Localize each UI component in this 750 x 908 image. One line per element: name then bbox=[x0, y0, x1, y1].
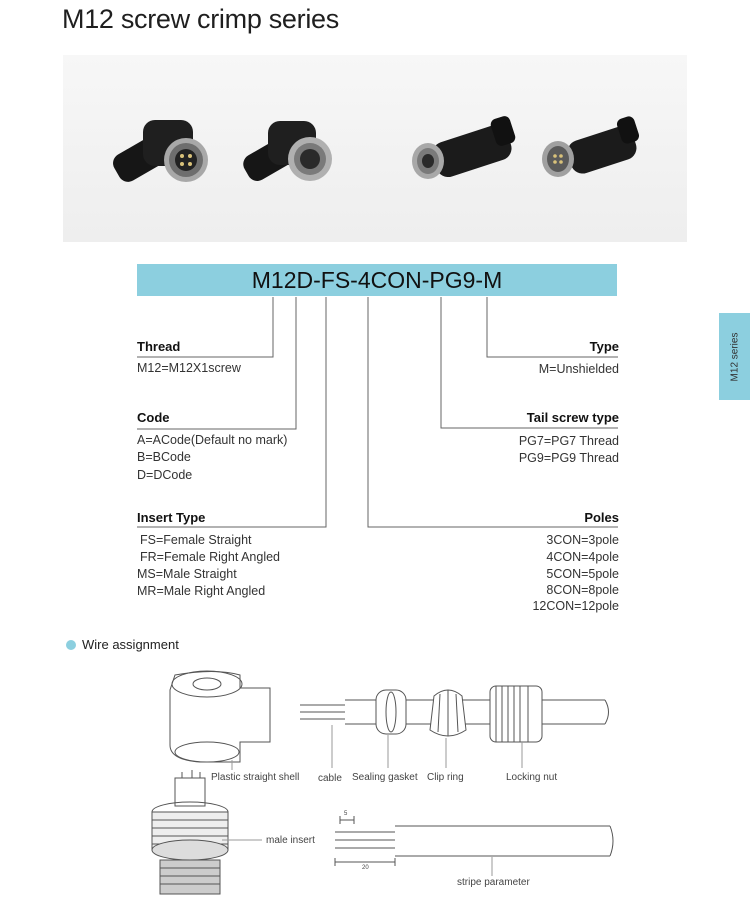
thread-line-1: M12=M12X1screw bbox=[137, 361, 241, 375]
type-heading: Type bbox=[589, 339, 619, 354]
part-number-code: M12D-FS-4CON-PG9-M bbox=[137, 264, 617, 296]
dimension-20: 20 bbox=[362, 865, 369, 871]
tail-screw-heading: Tail screw type bbox=[526, 410, 619, 425]
code-line-2: B=BCode bbox=[137, 450, 191, 464]
male-insert-drawing bbox=[152, 770, 228, 894]
label-male-insert: male insert bbox=[266, 835, 315, 846]
label-locking-nut: Locking nut bbox=[506, 772, 558, 783]
code-heading: Code bbox=[137, 410, 170, 425]
insert-type-line-4: MR=Male Right Angled bbox=[137, 584, 266, 598]
label-clip-ring: Clip ring bbox=[427, 772, 464, 783]
sealing-gasket-drawing bbox=[376, 690, 406, 734]
insert-type-line-3: MS=Male Straight bbox=[137, 567, 237, 581]
insert-type-line-2: FR=Female Right Angled bbox=[140, 550, 281, 564]
insert-type-line-1: FS=Female Straight bbox=[140, 533, 252, 547]
code-line-1: A=ACode(Default no mark) bbox=[137, 433, 288, 447]
poles-line-3: 5CON=5pole bbox=[546, 567, 619, 581]
insert-type-heading: Insert Type bbox=[137, 510, 206, 525]
tail-screw-line-1: PG7=PG7 Thread bbox=[518, 434, 619, 448]
label-cable: cable bbox=[318, 773, 342, 784]
stripe-parameter-drawing bbox=[335, 816, 613, 866]
label-stripe-parameter: stripe parameter bbox=[457, 877, 530, 888]
poles-line-2: 4CON=4pole bbox=[546, 550, 619, 564]
type-line-1: M=Unshielded bbox=[538, 362, 619, 376]
page-title: M12 screw crimp series bbox=[62, 4, 339, 34]
poles-line-1: 3CON=3pole bbox=[546, 533, 619, 547]
clip-ring-drawing bbox=[430, 690, 466, 736]
poles-line-4: 8CON=8pole bbox=[546, 583, 619, 597]
label-plastic-shell: Plastic straight shell bbox=[211, 772, 300, 783]
side-tab-label: M12 series bbox=[729, 332, 740, 381]
wire-assignment-label: Wire assignment bbox=[82, 637, 179, 652]
locking-nut-drawing bbox=[490, 686, 542, 742]
dimension-5: 5 bbox=[344, 811, 348, 817]
poles-heading: Poles bbox=[584, 510, 619, 525]
thread-heading: Thread bbox=[137, 339, 181, 354]
code-line-3: D=DCode bbox=[137, 468, 193, 482]
plastic-shell-drawing bbox=[170, 671, 270, 762]
tail-screw-line-2: PG9=PG9 Thread bbox=[518, 451, 619, 465]
poles-line-5: 12CON=12pole bbox=[532, 599, 619, 613]
label-sealing-gasket: Sealing gasket bbox=[352, 772, 418, 783]
